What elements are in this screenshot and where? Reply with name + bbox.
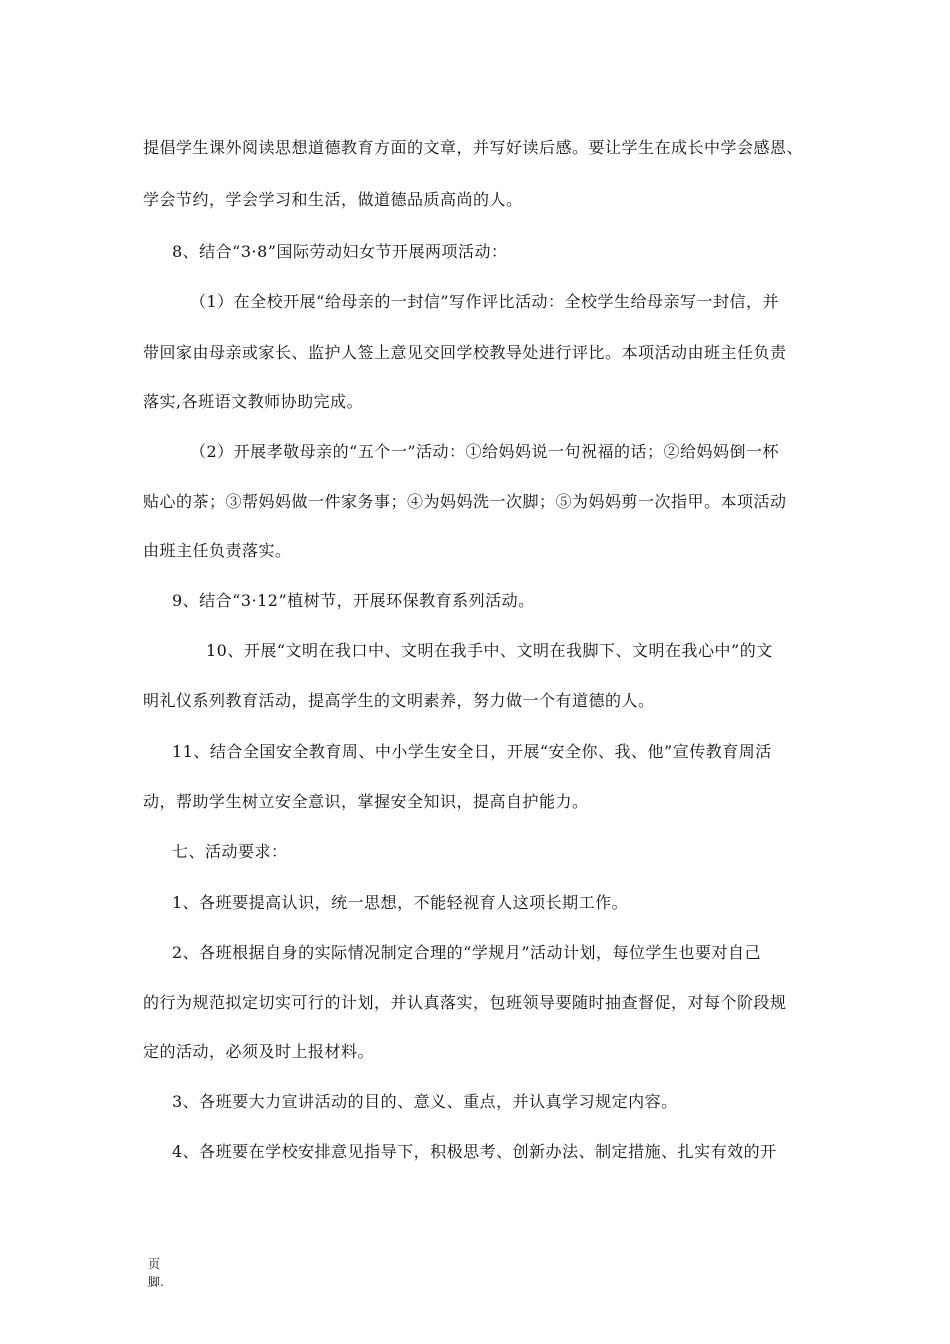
paragraph-line: （2）开展孝敬母亲的“五个一”活动：①给妈妈说一句祝福的话；②给妈妈倒一杯 xyxy=(190,442,780,461)
paragraph-line: 8、结合“3·8”国际劳动妇女节开展两项活动： xyxy=(172,242,508,261)
paragraph-line: 由班主任负责落实。 xyxy=(143,541,292,560)
paragraph-line: 落实,各班语文教师协助完成。 xyxy=(143,392,364,411)
paragraph-line: 动，帮助学生树立安全意识，掌握安全知识，提高自护能力。 xyxy=(143,792,589,811)
paragraph-line: 贴心的茶；③帮妈妈做一件家务事；④为妈妈洗一次脚；⑤为妈妈剪一次指甲。本项活动 xyxy=(143,492,787,511)
paragraph-line: 4、各班要在学校安排意见指导下，积极思考、创新办法、制定措施、扎实有效的开 xyxy=(172,1142,777,1161)
paragraph-line: 提倡学生课外阅读思想道德教育方面的文章，并写好读后感。要让学生在成长中学会感恩、 xyxy=(143,138,804,157)
paragraph-line: 学会节约，学会学习和生活，做道德品质高尚的人。 xyxy=(143,190,523,209)
paragraph-line: （1）在全校开展“给母亲的一封信”写作评比活动：全校学生给母亲写一封信，并 xyxy=(190,292,780,311)
paragraph-line: 的行为规范拟定切实可行的计划，并认真落实，包班领导要随时抽查督促，对每个阶段规 xyxy=(143,993,787,1012)
paragraph-line: 1、各班要提高认识，统一思想，不能轻视育人这项长期工作。 xyxy=(172,893,629,912)
paragraph-line: 11、结合全国安全教育周、中小学生安全日，开展“安全你、我、他”宣传教育周活 xyxy=(172,742,772,761)
paragraph-line: 2、各班根据自身的实际情况制定合理的“学规月”活动计划，每位学生也要对自己 xyxy=(172,943,762,962)
footer-label: 页 xyxy=(148,1257,161,1271)
paragraph-line: 3、各班要大力宣讲活动的目的、意义、重点，并认真学习规定内容。 xyxy=(172,1092,678,1111)
paragraph-line: 10、开展“文明在我口中、文明在我手中、文明在我脚下、文明在我心中”的文 xyxy=(206,641,773,660)
footer-label: 脚. xyxy=(148,1275,164,1289)
paragraph-line: 带回家由母亲或家长、监护人签上意见交回学校教导处进行评比。本项活动由班主任负责 xyxy=(143,343,787,362)
section-heading: 七、活动要求： xyxy=(172,842,288,861)
paragraph-line: 9、结合“3·12”植树节，开展环保教育系列活动。 xyxy=(172,591,535,610)
paragraph-line: 明礼仪系列教育活动，提高学生的文明素养，努力做一个有道德的人。 xyxy=(143,691,655,710)
paragraph-line: 定的活动，必须及时上报材料。 xyxy=(143,1042,375,1061)
